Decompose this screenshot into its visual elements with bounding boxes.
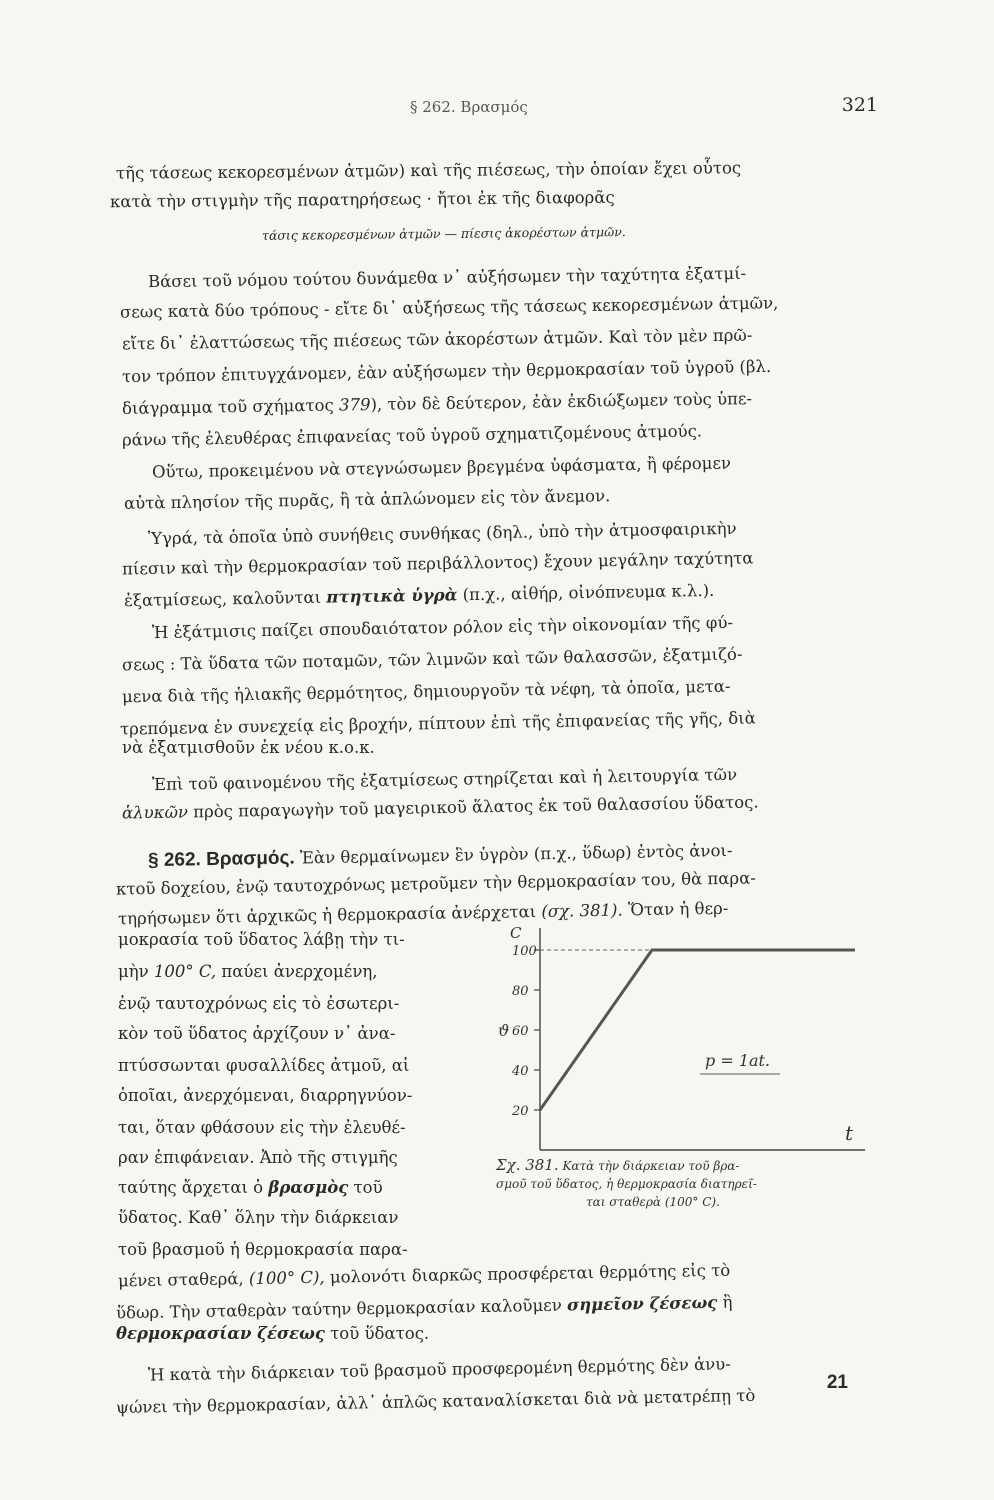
page-header bbox=[110, 94, 878, 124]
text-span: πρὸς παραγωγὴν τοῦ μαγειρικοῦ ἅλατος ἐκ τοῦ θαλασσίου ὕδατος. bbox=[187, 792, 759, 822]
text-span: παύει ἀνερχομένη, bbox=[216, 962, 378, 981]
y-unit-label: C bbox=[510, 924, 522, 942]
text-span: Ἐπὶ τοῦ φαινομένου τῆς ἐξατμίσεως στηρίζεται καὶ ἡ λειτουργία τῶν bbox=[151, 764, 738, 795]
signature-number: 21 bbox=[826, 1372, 848, 1393]
text-line bbox=[118, 964, 377, 981]
y-tick-label: 80 bbox=[512, 984, 529, 999]
caption-text: Κατὰ τὴν διάρκειαν τοῦ βρα- bbox=[562, 1159, 740, 1173]
text-line bbox=[122, 550, 754, 578]
text-span: Ὑγρά, τὰ ὁποῖα ὑπὸ συνήθεις συνθήκας (δηλ., ὑπὸ τὴν ἀτμοσφαιρικὴν bbox=[147, 518, 737, 549]
term-boiling-temperature: θερμοκρασίαν ζέσεως bbox=[116, 1324, 325, 1343]
text-span: τῆς τάσεως κεκορεσμένων ἀτμῶν) καὶ τῆς πιέσεως, τὴν ὁποίαν ἔχει οὗτος bbox=[115, 158, 742, 183]
pressure-annotation: p = 1at. bbox=[705, 1051, 771, 1070]
text-span: ἐνῷ ταυτοχρόνως εἰς τὸ ἐσωτερι- bbox=[118, 994, 400, 1013]
text-line bbox=[116, 1326, 429, 1343]
text-line bbox=[118, 1120, 406, 1137]
text-line bbox=[118, 1058, 409, 1075]
text-span: τηρήσωμεν ὅτι ἀρχικῶς ἡ θερμοκρασία ἀνέρχεται bbox=[117, 901, 542, 929]
section-number: § 262. bbox=[147, 849, 202, 872]
text-line bbox=[123, 580, 715, 611]
text-line bbox=[117, 1260, 731, 1291]
text-span: ὁποῖαι, ἀνερχόμεναι, διαρρηγνύον- bbox=[118, 1086, 413, 1105]
text-span: τρεπόμενα ἐν συνεχείᾳ εἰς βροχήν, πίπτουν ἐπὶ τῆς ἐπιφανείας τῆς γῆς, διὰ bbox=[119, 708, 756, 739]
text-span: ὕδατος. Καθ᾽ ὅλην τὴν διάρκειαν bbox=[118, 1208, 399, 1227]
text-line bbox=[109, 187, 615, 212]
caption-text: σμοῦ τοῦ ὕδατος, ἡ θερμοκρασία διατηρεῖ- bbox=[496, 1177, 757, 1191]
text-span: νὰ ἐξατμισθοῦν ἐκ νέου κ.ο.κ. bbox=[122, 738, 375, 757]
term-volatile-liquids: πτητικὰ ὑγρὰ bbox=[326, 585, 458, 607]
text-span: τοῦ ὕδατος. bbox=[324, 1324, 430, 1343]
text-span: κὸν τοῦ ὕδατος ἀρχίζουν ν᾽ ἀνα- bbox=[118, 1024, 396, 1043]
text-line bbox=[118, 1088, 412, 1105]
text-span: μοκρασία τοῦ ὕδατος λάβῃ τὴν τι- bbox=[118, 930, 405, 949]
figure-ref: (σχ. 381). bbox=[541, 900, 623, 921]
page-number: 321 bbox=[841, 94, 878, 116]
text-line bbox=[118, 1150, 398, 1167]
term-boiling-point: σημεῖον ζέσεως bbox=[566, 1292, 718, 1315]
text-span: (100° C), bbox=[248, 1267, 325, 1289]
figure-ref: 379 bbox=[338, 395, 371, 415]
section-title: Βρασμός. bbox=[205, 847, 295, 871]
text-line bbox=[121, 356, 772, 387]
text-span: τον τρόπον ἐπιτυγχάνομεν, ἐὰν αὐξήσωμεν τὴν θερμοκρασίαν τοῦ ὑγροῦ (βλ. bbox=[121, 356, 772, 387]
x-axis-label: t bbox=[845, 1121, 854, 1145]
text-span: ὕδωρ. Τὴν σταθερὰν ταύτην θερμοκρασίαν καλοῦμεν bbox=[115, 1295, 562, 1323]
text-line bbox=[116, 160, 741, 182]
text-span: ἢ bbox=[717, 1292, 733, 1312]
text-span: τοῦ βρασμοῦ ἡ θερμοκρασία παρα- bbox=[118, 1240, 408, 1259]
boiling-chart bbox=[490, 920, 870, 1160]
text-line bbox=[148, 1356, 731, 1384]
text-line bbox=[115, 1292, 733, 1323]
text-span: διάγραμμα τοῦ σχήματος bbox=[121, 395, 340, 418]
y-tick-label: 40 bbox=[512, 1064, 529, 1079]
text-span: πίεσιν καὶ τὴν θερμοκρασίαν τοῦ περιβάλλοντος) ἔχουν μεγάλην ταχύτητα bbox=[121, 548, 754, 579]
text-line bbox=[118, 1180, 383, 1197]
text-span: μὴν bbox=[118, 962, 154, 981]
text-line bbox=[151, 612, 734, 643]
formula-line bbox=[262, 226, 626, 242]
text-line bbox=[116, 870, 756, 898]
text-span: ται, ὅταν φθάσουν εἰς τὴν ἐλευθέ- bbox=[118, 1118, 406, 1137]
text-span: κατὰ τὴν στιγμὴν τῆς παρατηρήσεως · ἤτοι ἐκ τῆς διαφορᾶς bbox=[109, 187, 615, 212]
figure-caption bbox=[496, 1156, 757, 1211]
y-tick-label: 60 bbox=[512, 1024, 529, 1039]
text-span: Ὅταν ἡ θερ- bbox=[622, 898, 729, 920]
text-span: ραν ἐπιφάνειαν. Ἀπὸ τῆς στιγμῆς bbox=[118, 1148, 398, 1167]
text-span: Ἡ κατὰ τὴν διάρκειαν τοῦ βρασμοῦ προσφερομένη θερμότης δὲν ἀνυ- bbox=[147, 1354, 731, 1385]
text-span: αὐτὰ πλησίον τῆς πυρᾶς, ἢ τὰ ἁπλώνομεν εἰς τὸν ἄνεμον. bbox=[123, 486, 611, 513]
text-line bbox=[147, 263, 747, 292]
text-line bbox=[118, 1210, 398, 1227]
chart-layer bbox=[498, 924, 865, 1150]
formula: τάσις κεκορεσμένων ἀτμῶν — πίεσις ἀκορέστων ἀτμῶν. bbox=[261, 224, 626, 243]
text-span: ταύτης ἄρχεται ὁ bbox=[118, 1178, 269, 1197]
text-span: μενα διὰ τῆς ἡλιακῆς θερμότητος, δημιουργοῦν τὰ νέφη, τὰ ὁποῖα, μετα- bbox=[121, 676, 731, 707]
text-line bbox=[122, 423, 702, 449]
text-line bbox=[121, 644, 743, 675]
text-line bbox=[151, 764, 738, 795]
text-line bbox=[115, 1385, 756, 1418]
text-span: Οὕτω, προκειμένου νὰ στεγνώσωμεν βρεγμένα ὑφάσματα, ἢ φέρομεν bbox=[151, 453, 732, 482]
text-line bbox=[122, 740, 375, 757]
text-line bbox=[118, 996, 399, 1013]
text-span: (π.χ., αἰθήρ, οἰνόπνευμα κ.λ.). bbox=[457, 580, 715, 605]
term-salt-pans: ἁλυκῶν bbox=[121, 802, 189, 823]
y-tick-label: 20 bbox=[512, 1104, 529, 1119]
text-span: ράνω τῆς ἐλευθέρας ἐπιφανείας τοῦ ὑγροῦ σχηματιζομένους ἀτμούς. bbox=[121, 421, 703, 450]
text-line bbox=[147, 518, 737, 549]
text-span: Βάσει τοῦ νόμου τούτου δυνάμεθα ν᾽ αὐξήσωμεν τὴν ταχύτητα ἐξατμί- bbox=[147, 263, 747, 292]
text-line bbox=[122, 794, 759, 822]
section-heading-line bbox=[148, 841, 733, 870]
caption-text: ται σταθερὰ (100° C). bbox=[586, 1195, 720, 1209]
running-title: § 262. Βρασμός bbox=[410, 98, 528, 116]
text-line bbox=[118, 1026, 395, 1043]
text-line bbox=[118, 1242, 408, 1259]
text-line bbox=[121, 676, 731, 707]
text-line bbox=[120, 295, 779, 321]
text-span: Ἡ ἐξάτμισις παίζει σπουδαιότατον ρόλον εἰς τὴν οἰκονομίαν τῆς φύ- bbox=[151, 612, 734, 643]
term-boiling: βρασμὸς bbox=[268, 1178, 349, 1197]
text-span: ψώνει τὴν θερμοκρασίαν, ἀλλ᾽ ἁπλῶς καταναλίσκεται διὰ νὰ μετατρέπῃ τὸ bbox=[115, 1385, 756, 1418]
temperature-series-line bbox=[540, 950, 855, 1110]
text-span: Ἐὰν θερμαίνωμεν ἓν ὑγρὸν (π.χ., ὕδωρ) ἐντὸς ἀνοι- bbox=[294, 840, 733, 868]
text-span: εἴτε δι᾽ ἐλαττώσεως τῆς πιέσεως τῶν ἀκορέστων ἀτμῶν. Καὶ τὸν μὲν πρῶ- bbox=[121, 325, 753, 354]
text-span: ), τὸν δὲ δεύτερον, ἐὰν ἐκδιώξωμεν τοὺς ὑπε- bbox=[370, 389, 753, 415]
text-span: πτύσσωνται φυσαλλίδες ἀτμοῦ, αἱ bbox=[118, 1056, 410, 1075]
text-span: κτοῦ δοχείου, ἐνῷ ταυτοχρόνως μετροῦμεν τὴν θερμοκρασίαν του, θὰ παρα- bbox=[115, 868, 756, 899]
text-span: ἐξατμίσεως, καλοῦνται bbox=[123, 587, 327, 611]
text-span: μολονότι διαρκῶς προσφέρεται θερμότης εἰς τὸ bbox=[324, 1260, 731, 1287]
text-span: σεως κατὰ δύο τρόπους - εἴτε δι᾽ αὐξήσεως τῆς τάσεως κεκορεσμένων ἀτμῶν, bbox=[119, 293, 779, 322]
y-tick-label: 100 bbox=[512, 944, 537, 959]
text-span: σεως : Τὰ ὕδατα τῶν ποταμῶν, τῶν λιμνῶν καὶ τῶν θαλασσῶν, ἐξατμιζό- bbox=[121, 644, 743, 675]
text-line bbox=[152, 455, 731, 481]
text-span: μένει σταθερά, bbox=[117, 1269, 250, 1291]
text-span: 100° C, bbox=[153, 962, 217, 981]
text-line bbox=[120, 710, 756, 738]
text-line bbox=[122, 391, 752, 417]
text-span: τοῦ bbox=[348, 1178, 383, 1197]
text-line bbox=[121, 325, 753, 354]
caption-number: Σχ. 381. bbox=[496, 1156, 559, 1174]
text-line bbox=[118, 932, 405, 949]
y-axis-label: ϑ bbox=[498, 1021, 510, 1040]
text-line bbox=[124, 488, 611, 512]
